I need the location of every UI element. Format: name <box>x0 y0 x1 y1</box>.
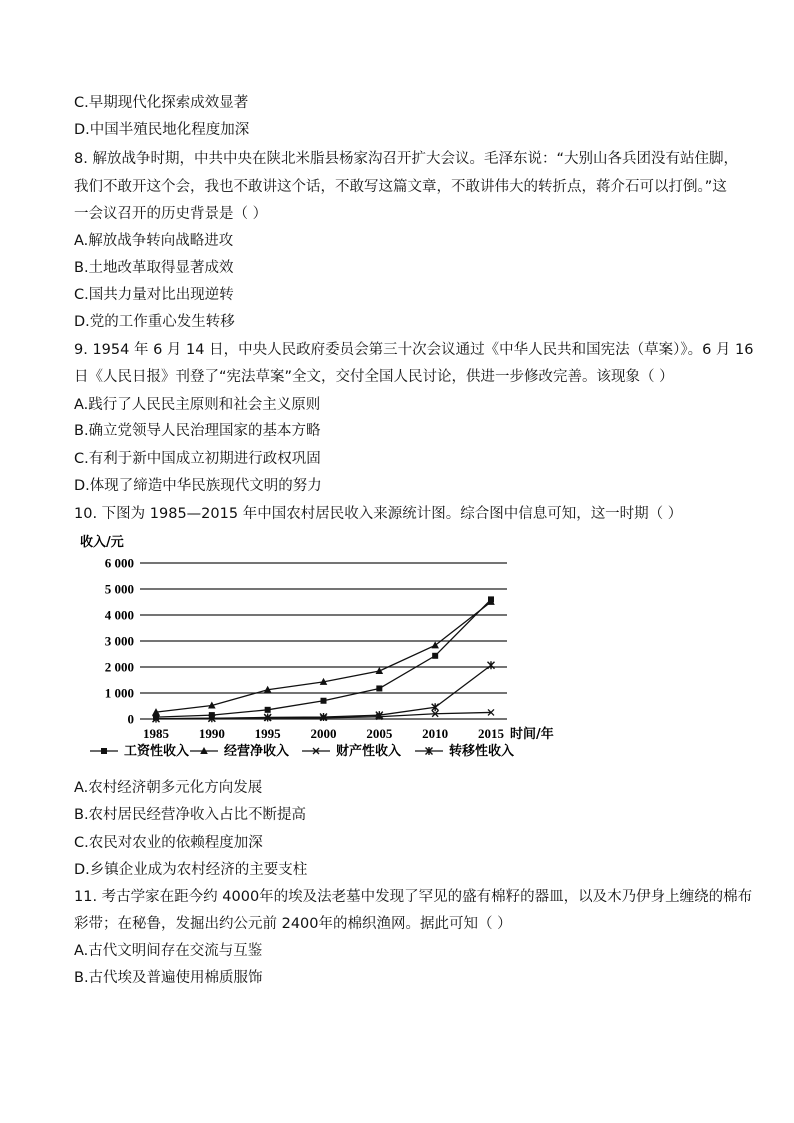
series-1-point-2000 <box>321 698 327 704</box>
option-d-q10: D.乡镇企业成为农村经济的主要支柱 <box>74 862 308 878</box>
question-8-line-3: 一会议召开的历史背景是（ ） <box>74 206 268 222</box>
series-1-point-2010 <box>432 653 438 659</box>
option-a-q10: A.农村经济朝多元化方向发展 <box>74 780 263 796</box>
question-8-line-2: 我们不敢开这个会，我也不敢讲这个话，不敢写这篇文章，不敢讲伟大的转折点，蒋介石可以打倒。”这 <box>74 179 727 195</box>
x-tick-label-1985: 1985 <box>143 726 169 741</box>
option-b-q9: B.确立党领导人民治理国家的基本方略 <box>74 423 321 439</box>
x-tick-label-2005: 2005 <box>366 726 393 741</box>
question-9-line-1: 9. 1954 年 6 月 14 日，中央人民政府委员会第三十次会议通过《中华人民共和国宪法（草案）》。6 月 16 <box>74 342 754 358</box>
y-tick-label-6000: 6 000 <box>104 555 134 571</box>
y-tick-label-3000: 3 000 <box>104 633 134 649</box>
income-chart <box>70 532 570 772</box>
x-tick-label-1990: 1990 <box>198 726 225 741</box>
option-d-q7: D.中国半殖民地化程度加深 <box>74 122 250 138</box>
option-b-q11: B.古代埃及普遍使用棉质服饰 <box>74 970 263 986</box>
question-11-line-2: 彩带；在秘鲁，发掘出约公元前 2400年的棉织渔网。据此可知（ ） <box>74 916 512 932</box>
x-tick-label-2010: 2010 <box>422 726 449 741</box>
series-2-point-2005 <box>376 667 384 674</box>
income-line-chart <box>70 532 570 772</box>
option-a-q8: A.解放战争转向战略进攻 <box>74 233 234 249</box>
series-2-point-2010 <box>431 641 439 648</box>
legend-label-4: 转移性收入 <box>449 744 515 759</box>
x-tick-label-1995: 1995 <box>254 726 281 741</box>
legend-label-3: 财产性收入 <box>336 744 402 759</box>
y-tick-label-5000: 5 000 <box>104 581 134 597</box>
question-9-line-2: 日《人民日报》刊登了“宪法草案”全文，交付全国人民讨论，供进一步修改完善。该现象（ ） <box>74 369 674 385</box>
series-1-point-1995 <box>265 707 271 713</box>
series-line-2 <box>156 602 491 712</box>
option-a-q11: A.古代文明间存在交流与互鉴 <box>74 943 263 959</box>
y-tick-label-2000: 2 000 <box>104 659 134 675</box>
series-1-point-2005 <box>376 685 382 691</box>
option-d-q8: D.党的工作重心发生转移 <box>74 314 235 330</box>
x-axis-label: 时间/年 <box>510 727 554 742</box>
series-line-4 <box>156 665 491 718</box>
question-10-stem: 10. 下图为 1985—2015 年中国农村居民收入来源统计图。综合图中信息可知，这一时期（ ） <box>74 506 683 522</box>
option-c-q7: C.早期现代化探索成效显著 <box>74 95 249 111</box>
option-d-q9: D.体现了缔造中华民族现代文明的努力 <box>74 478 322 494</box>
legend-label-1: 工资性收入 <box>124 744 190 759</box>
y-tick-label-0: 0 <box>127 711 134 727</box>
x-tick-label-2000: 2000 <box>310 726 337 741</box>
y-tick-label-1000: 1 000 <box>104 685 134 701</box>
series-4-point-2015 <box>488 661 495 669</box>
option-c-q8: C.国共力量对比出现逆转 <box>74 287 234 303</box>
option-c-q10: C.农民对农业的依赖程度加深 <box>74 835 263 851</box>
x-tick-label-2015: 2015 <box>478 726 504 741</box>
option-b-q10: B.农村居民经营净收入占比不断提高 <box>74 807 307 823</box>
option-b-q8: B.土地改革取得显著成效 <box>74 260 234 276</box>
y-tick-label-4000: 4 000 <box>104 607 134 623</box>
option-a-q9: A.践行了人民民主原则和社会主义原则 <box>74 397 321 413</box>
legend-marker-1 <box>101 748 107 754</box>
y-axis-label: 收入/元 <box>80 535 124 550</box>
question-11-line-1: 11. 考古学家在距今约 4000年的埃及法老墓中发现了罕见的盛有棉籽的器皿，以及木乃伊身上缠绕的棉布 <box>74 889 753 905</box>
legend-label-2: 经营净收入 <box>224 744 290 759</box>
question-8-line-1: 8. 解放战争时期，中共中央在陕北米脂县杨家沟召开扩大会议。毛泽东说：“大别山各兵团没有站住脚， <box>74 151 738 167</box>
option-c-q9: C.有利于新中国成立初期进行政权巩固 <box>74 451 321 467</box>
